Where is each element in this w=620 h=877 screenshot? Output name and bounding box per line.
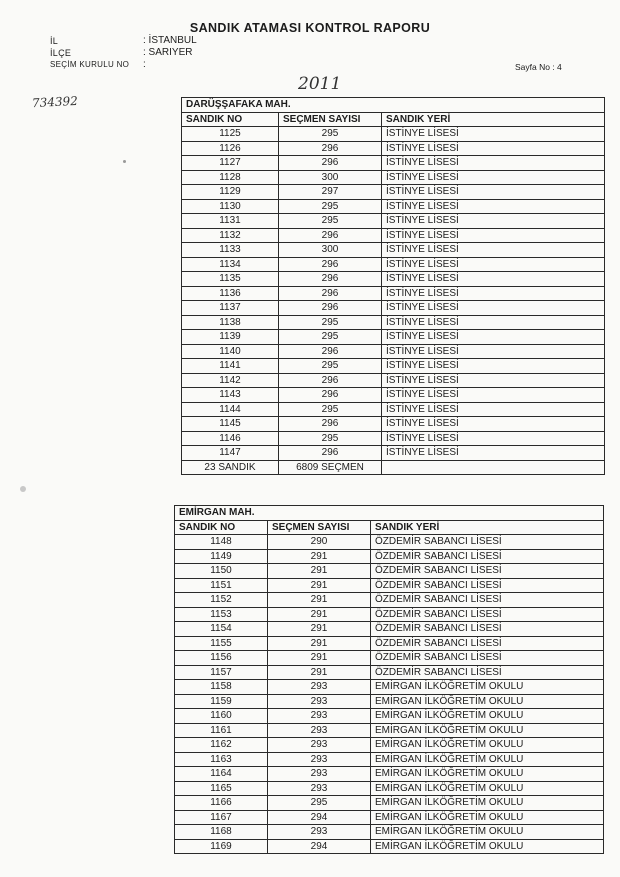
table-row [182,431,605,446]
sandik-yeri-cell: ÖZDEMİR SABANCI LİSESİ [371,665,604,680]
sandik-yeri-cell: ÖZDEMİR SABANCI LİSESİ [371,578,604,593]
secmen-sayisi-cell: 293 [268,709,371,724]
table-row [175,636,604,651]
secmen-sayisi-cell: 293 [268,825,371,840]
secmen-sayisi-cell: 296 [279,301,382,316]
sandik-yeri-cell: ÖZDEMİR SABANCI LİSESİ [371,651,604,666]
handwritten-margin-note: 734392 [31,93,79,111]
table-row [175,767,604,782]
secmen-sayisi-cell: 296 [279,257,382,272]
sandik-yeri-cell: İSTİNYE LİSESİ [382,170,605,185]
sandik-yeri-cell: İSTİNYE LİSESİ [382,344,605,359]
column-header-place: SANDIK YERİ [371,520,604,535]
darussafaka-table [181,97,605,475]
table-row [182,359,605,374]
sandik-no-cell: 1152 [175,593,268,608]
sandik-yeri-cell: İSTİNYE LİSESİ [382,156,605,171]
sandik-yeri-cell: İSTİNYE LİSESİ [382,272,605,287]
secmen-sayisi-cell: 296 [279,272,382,287]
sandik-no-cell: 1160 [175,709,268,724]
secmen-sayisi-cell: 291 [268,578,371,593]
table-row [182,446,605,461]
page-number: Sayfa No : 4 [515,62,562,72]
handwritten-year: 2011 [298,74,342,94]
sandik-yeri-cell: İSTİNYE LİSESİ [382,417,605,432]
sandik-no-cell: 1131 [182,214,279,229]
table-row [175,607,604,622]
ilce-label: İLÇE [50,48,72,58]
secmen-sayisi-cell: 296 [279,446,382,461]
sandik-no-cell: 1150 [175,564,268,579]
sandik-yeri-cell: İSTİNYE LİSESİ [382,127,605,142]
sandik-yeri-cell: ÖZDEMİR SABANCI LİSESİ [371,607,604,622]
sandik-no-cell: 1156 [175,651,268,666]
table-row [175,680,604,695]
sandik-yeri-cell: İSTİNYE LİSESİ [382,243,605,258]
sandik-no-cell: 1134 [182,257,279,272]
secmen-sayisi-cell: 296 [279,417,382,432]
sandik-no-cell: 1133 [182,243,279,258]
sandik-no-cell: 1158 [175,680,268,695]
sandik-yeri-cell: İSTİNYE LİSESİ [382,359,605,374]
sandik-no-cell: 1141 [182,359,279,374]
emirgan-table [174,505,604,854]
secmen-sayisi-cell: 293 [268,723,371,738]
sandik-yeri-cell: EMİRGAN İLKÖĞRETİM OKULU [371,680,604,695]
sandik-no-cell: 1155 [175,636,268,651]
table-row [175,752,604,767]
table-row [182,272,605,287]
secmen-sayisi-cell: 296 [279,228,382,243]
table-row [182,417,605,432]
sandik-yeri-cell: İSTİNYE LİSESİ [382,214,605,229]
secmen-sayisi-cell: 295 [279,127,382,142]
sandik-yeri-cell: EMİRGAN İLKÖĞRETİM OKULU [371,781,604,796]
sandik-yeri-cell: İSTİNYE LİSESİ [382,301,605,316]
table-row [175,665,604,680]
sandik-no-cell: 1166 [175,796,268,811]
secmen-sayisi-cell: 297 [279,185,382,200]
table-row [175,694,604,709]
table-row [175,578,604,593]
table-row [182,330,605,345]
sandik-yeri-cell: İSTİNYE LİSESİ [382,228,605,243]
secmen-sayisi-cell: 293 [268,752,371,767]
secmen-sayisi-cell: 296 [279,388,382,403]
ilce-value: : SARIYER [143,47,193,58]
sandik-no-cell: 1128 [182,170,279,185]
sandik-yeri-cell: ÖZDEMİR SABANCI LİSESİ [371,549,604,564]
total-blank-cell [382,460,605,475]
table-row [182,344,605,359]
sandik-yeri-cell: İSTİNYE LİSESİ [382,185,605,200]
secmen-sayisi-cell: 295 [279,330,382,345]
table-row [175,593,604,608]
sandik-no-cell: 1126 [182,141,279,156]
table-row [175,825,604,840]
sandik-no-cell: 1147 [182,446,279,461]
kurul-label: SEÇİM KURULU NO [50,60,130,69]
sandik-yeri-cell: İSTİNYE LİSESİ [382,446,605,461]
column-header-no: SANDIK NO [175,520,268,535]
secmen-sayisi-cell: 294 [268,810,371,825]
sandik-yeri-cell: İSTİNYE LİSESİ [382,330,605,345]
sandik-yeri-cell: EMİRGAN İLKÖĞRETİM OKULU [371,796,604,811]
table-row [175,810,604,825]
sandik-no-cell: 1136 [182,286,279,301]
table-row [175,709,604,724]
sandik-yeri-cell: İSTİNYE LİSESİ [382,141,605,156]
secmen-sayisi-cell: 296 [279,344,382,359]
secmen-sayisi-cell: 295 [279,315,382,330]
secmen-sayisi-cell: 291 [268,622,371,637]
sandik-no-cell: 1140 [182,344,279,359]
sandik-no-cell: 1125 [182,127,279,142]
sandik-no-cell: 1168 [175,825,268,840]
table-row [182,199,605,214]
table-row [182,228,605,243]
il-value: : İSTANBUL [143,35,197,46]
table-row [175,622,604,637]
sandik-no-cell: 1142 [182,373,279,388]
column-header-no: SANDIK NO [182,112,279,127]
sandik-yeri-cell: EMİRGAN İLKÖĞRETİM OKULU [371,709,604,724]
secmen-sayisi-cell: 291 [268,593,371,608]
secmen-sayisi-cell: 293 [268,694,371,709]
sandik-no-cell: 1127 [182,156,279,171]
table-row [182,127,605,142]
sandik-yeri-cell: EMİRGAN İLKÖĞRETİM OKULU [371,839,604,854]
column-header-place: SANDIK YERİ [382,112,605,127]
table-row [182,214,605,229]
sandik-no-cell: 1164 [175,767,268,782]
secmen-sayisi-cell: 291 [268,564,371,579]
secmen-sayisi-cell: 291 [268,636,371,651]
sandik-no-cell: 1151 [175,578,268,593]
table-row [175,564,604,579]
sandik-no-cell: 1153 [175,607,268,622]
sandik-no-cell: 1129 [182,185,279,200]
sandik-no-cell: 1132 [182,228,279,243]
sandik-yeri-cell: İSTİNYE LİSESİ [382,257,605,272]
sandik-yeri-cell: ÖZDEMİR SABANCI LİSESİ [371,564,604,579]
sandik-yeri-cell: ÖZDEMİR SABANCI LİSESİ [371,535,604,550]
sandik-no-cell: 1148 [175,535,268,550]
sandik-no-cell: 1162 [175,738,268,753]
sandik-yeri-cell: İSTİNYE LİSESİ [382,286,605,301]
sandik-yeri-cell: İSTİNYE LİSESİ [382,402,605,417]
sandik-yeri-cell: EMİRGAN İLKÖĞRETİM OKULU [371,738,604,753]
sandik-no-cell: 1144 [182,402,279,417]
secmen-sayisi-cell: 296 [279,141,382,156]
table-row [182,388,605,403]
sandik-no-cell: 1149 [175,549,268,564]
sandik-no-cell: 1165 [175,781,268,796]
sandik-no-cell: 1163 [175,752,268,767]
sandik-yeri-cell: İSTİNYE LİSESİ [382,431,605,446]
sandik-no-cell: 1154 [175,622,268,637]
scan-speck [20,486,26,492]
table-row [182,402,605,417]
secmen-sayisi-cell: 291 [268,607,371,622]
secmen-sayisi-cell: 293 [268,767,371,782]
secmen-sayisi-cell: 295 [279,402,382,417]
table-row [175,723,604,738]
sandik-yeri-cell: İSTİNYE LİSESİ [382,373,605,388]
sandik-yeri-cell: EMİRGAN İLKÖĞRETİM OKULU [371,694,604,709]
table-row [175,781,604,796]
table-row [182,373,605,388]
secmen-sayisi-cell: 300 [279,243,382,258]
secmen-sayisi-cell: 295 [279,199,382,214]
scan-speck [123,160,126,163]
table-row [175,651,604,666]
table-row [182,257,605,272]
kurul-value: : [143,59,146,70]
sandik-yeri-cell: EMİRGAN İLKÖĞRETİM OKULU [371,723,604,738]
section-title: DARÜŞŞAFAKA MAH. [182,98,605,113]
table-row [175,738,604,753]
sandik-yeri-cell: ÖZDEMİR SABANCI LİSESİ [371,636,604,651]
sandik-no-cell: 1146 [182,431,279,446]
sandik-no-cell: 1137 [182,301,279,316]
secmen-sayisi-cell: 290 [268,535,371,550]
secmen-sayisi-cell: 295 [268,796,371,811]
sandik-no-cell: 1130 [182,199,279,214]
table-row [175,839,604,854]
secmen-sayisi-cell: 296 [279,373,382,388]
table-row [182,315,605,330]
secmen-sayisi-cell: 291 [268,549,371,564]
sandik-no-cell: 1169 [175,839,268,854]
sandik-yeri-cell: İSTİNYE LİSESİ [382,199,605,214]
secmen-sayisi-cell: 295 [279,359,382,374]
table-row [182,170,605,185]
secmen-sayisi-cell: 296 [279,156,382,171]
sandik-yeri-cell: EMİRGAN İLKÖĞRETİM OKULU [371,825,604,840]
sandik-no-cell: 1157 [175,665,268,680]
secmen-sayisi-cell: 294 [268,839,371,854]
total-secmen: 6809 SEÇMEN [279,460,382,475]
table-row [182,286,605,301]
secmen-sayisi-cell: 295 [279,214,382,229]
sandik-no-cell: 1135 [182,272,279,287]
table-row [182,141,605,156]
table-row [175,549,604,564]
sandik-no-cell: 1138 [182,315,279,330]
sandik-no-cell: 1145 [182,417,279,432]
table-row [175,796,604,811]
secmen-sayisi-cell: 296 [279,286,382,301]
secmen-sayisi-cell: 291 [268,665,371,680]
secmen-sayisi-cell: 295 [279,431,382,446]
sandik-no-cell: 1167 [175,810,268,825]
sandik-no-cell: 1159 [175,694,268,709]
sandik-yeri-cell: EMİRGAN İLKÖĞRETİM OKULU [371,752,604,767]
column-header-count: SEÇMEN SAYISI [268,520,371,535]
secmen-sayisi-cell: 293 [268,738,371,753]
secmen-sayisi-cell: 291 [268,651,371,666]
sandik-no-cell: 1143 [182,388,279,403]
table-row [182,185,605,200]
sandik-no-cell: 1139 [182,330,279,345]
sandik-yeri-cell: İSTİNYE LİSESİ [382,315,605,330]
table-row [182,243,605,258]
sandik-yeri-cell: İSTİNYE LİSESİ [382,388,605,403]
sandik-yeri-cell: ÖZDEMİR SABANCI LİSESİ [371,593,604,608]
il-label: İL [50,36,59,46]
sandik-yeri-cell: EMİRGAN İLKÖĞRETİM OKULU [371,810,604,825]
sandik-yeri-cell: EMİRGAN İLKÖĞRETİM OKULU [371,767,604,782]
total-sandik: 23 SANDIK [182,460,279,475]
section-title: EMİRGAN MAH. [175,506,604,521]
secmen-sayisi-cell: 293 [268,680,371,695]
sandik-yeri-cell: ÖZDEMİR SABANCI LİSESİ [371,622,604,637]
table-row [175,535,604,550]
table-row [182,156,605,171]
table-row [182,301,605,316]
secmen-sayisi-cell: 293 [268,781,371,796]
report-title: SANDIK ATAMASI KONTROL RAPORU [189,21,431,35]
column-header-count: SEÇMEN SAYISI [279,112,382,127]
sandik-no-cell: 1161 [175,723,268,738]
secmen-sayisi-cell: 300 [279,170,382,185]
